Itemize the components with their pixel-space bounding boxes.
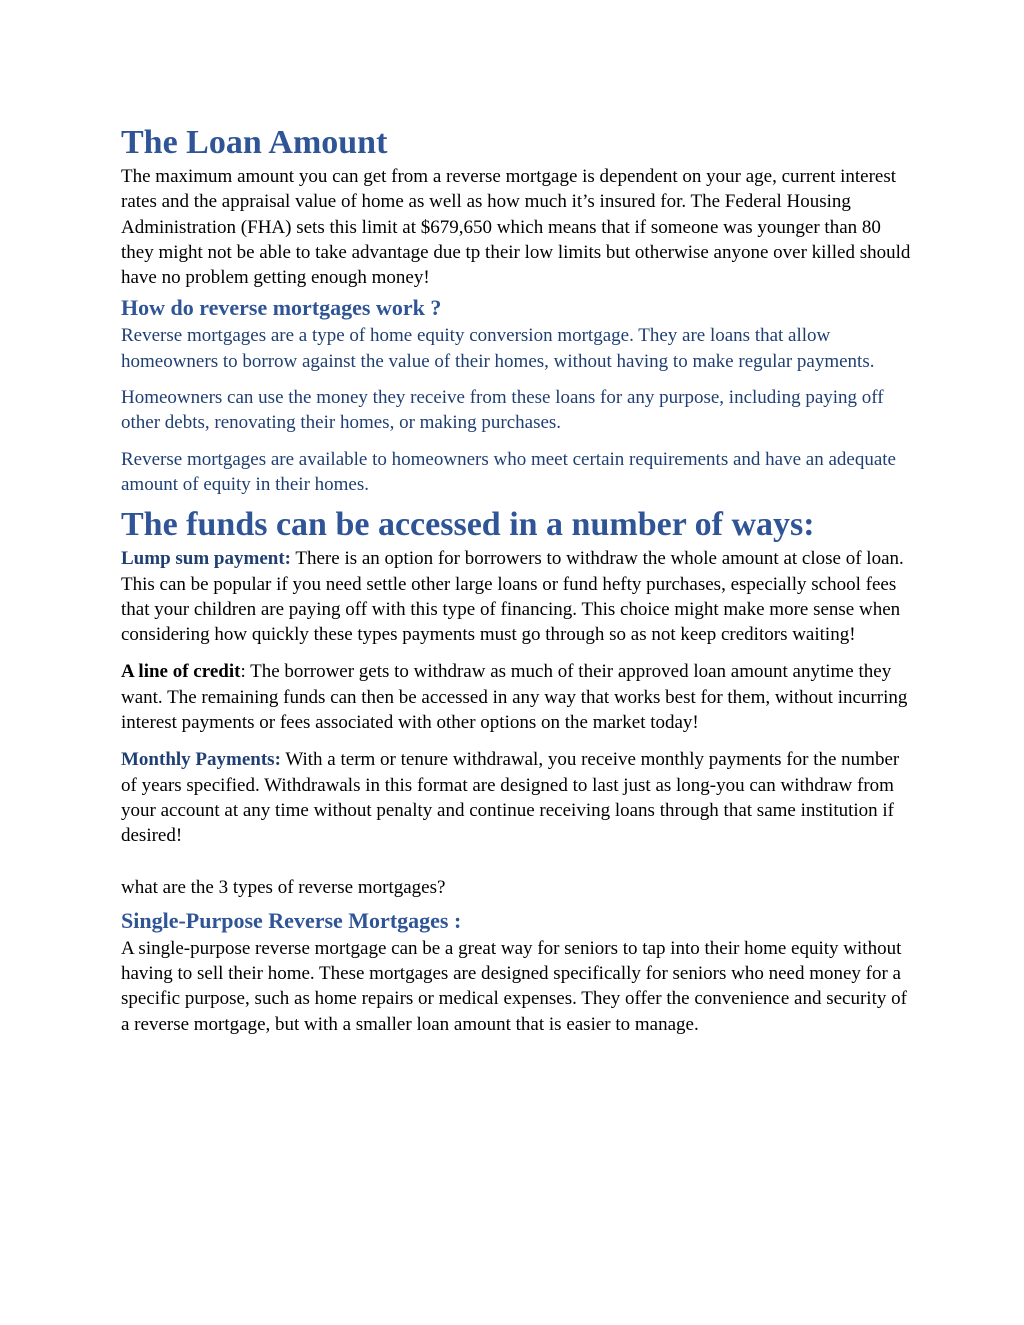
monthly-payments-item [121, 747, 911, 848]
loan-amount-paragraph: The maximum amount you can get from a reverse mortgage is dependent on your age, current interest rates and the appraisal value of home as well as how much it’s insured for. The Federal Housing Administration (FHA) sets this limit at $679,650 which means that if someone was younger than 80 they might not be able to take advantage due tp their low limits but otherwise anyone over killed should have no problem getting enough money! [121, 166, 911, 289]
monthly-payments-text: With a term or tenure withdrawal, you receive monthly payments for the number of years specified. Withdrawals in this format are designed to last just as long-you can withdraw from your account at any time without penalty and continue receiving loans through that same institution if desired! [121, 749, 900, 847]
loan-amount-heading: The Loan Amount [121, 124, 388, 161]
lump-sum-label: Lump sum payment: [121, 548, 291, 570]
how-work-paragraph-3: Reverse mortgages are available to homeowners who meet certain requirements and have an adequate amount of equity in their homes. [121, 448, 896, 495]
three-types-question: what are the 3 types of reverse mortgages? [121, 876, 446, 898]
funds-access-heading: The funds can be accessed in a number of ways: [121, 506, 815, 544]
document-page [121, 122, 911, 1037]
how-reverse-mortgages-work-heading: How do reverse mortgages work ? [121, 295, 442, 321]
line-of-credit-item [121, 659, 911, 735]
lump-sum-item [121, 546, 911, 647]
how-work-paragraph-1: Reverse mortgages are a type of home equity conversion mortgage. They are loans that allow homeowners to borrow against the value of their homes, without having to make regular payments. [121, 325, 875, 372]
lump-sum-text: There is an option for borrowers to withdraw the whole amount at close of loan. This can be popular if you need settle other large loans or fund hefty purchases, especially school fees that your children are paying off with this type of financing. This choice might make more sense when considering how quickly these types payments must go through so as not keep creditors waiting! [121, 548, 904, 646]
single-purpose-paragraph: A single-purpose reverse mortgage can be a great way for seniors to tap into their home equity without having to sell their home. These mortgages are designed specifically for seniors who need money for a specific purpose, such as home repairs or medical expenses. They offer the convenience and security of a reverse mortgage, but with a smaller loan amount that is easier to manage. [121, 937, 907, 1035]
single-purpose-heading: Single-Purpose Reverse Mortgages : [121, 907, 462, 933]
line-of-credit-text: : The borrower gets to withdraw as much of their approved loan amount anytime they want. The remaining funds can then be accessed in any way that works best for them, without incurring interest payments or fees associated with other options on the market today! [121, 661, 908, 734]
monthly-payments-label: Monthly Payments: [121, 749, 281, 771]
line-of-credit-label: A line of credit [121, 661, 241, 683]
how-work-paragraph-2: Homeowners can use the money they receive from these loans for any purpose, including paying off other debts, renovating their homes, or making purchases. [121, 387, 884, 434]
